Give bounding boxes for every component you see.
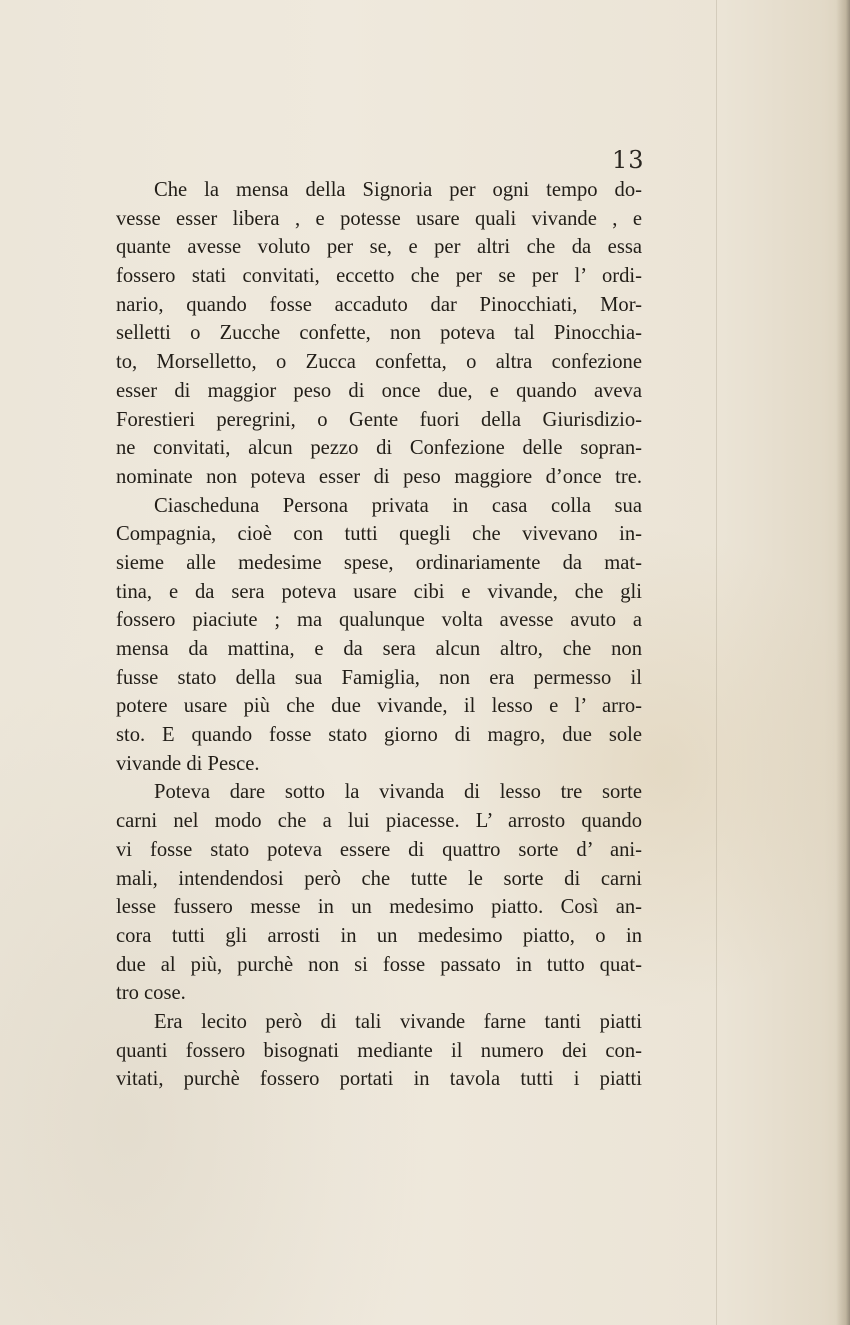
text-line: Compagnia, cioè con tutti quegli che vivevano in- <box>116 523 642 546</box>
text-line: Ciascheduna Persona privata in casa colla sua <box>154 494 642 517</box>
text-line: quante avesse voluto per se, e per altri che da essa <box>116 236 642 259</box>
text-line: cora tutti gli arrosti in un medesimo piatto, o in <box>116 924 642 947</box>
text-line: esser di maggior peso di once due, e quando aveva <box>116 379 642 402</box>
text-line: tro cose. <box>116 982 186 1005</box>
text-line: nominate non poteva esser di peso maggiore d’once tre. <box>116 465 642 488</box>
body-text <box>116 176 642 1094</box>
text-line: potere usare più che due vivande, il lesso e l’ arro- <box>116 695 642 718</box>
text-line: sto. E quando fosse stato giorno di magro, due sole <box>116 724 642 747</box>
text-line: to, Morselletto, o Zucca confetta, o altra confezione <box>116 351 642 374</box>
text-line: vesse esser libera , e potesse usare quali vivande , e <box>116 207 642 230</box>
text-line: quanti fossero bisognati mediante il numero dei con- <box>116 1039 642 1062</box>
text-line: vi fosse stato poteva essere di quattro sorte d’ ani- <box>116 838 642 861</box>
text-line: Che la mensa della Signoria per ogni tempo do- <box>154 179 642 201</box>
paper-fold-line <box>716 0 717 1325</box>
page-number: 13 <box>612 146 645 174</box>
text-line: selletti o Zucche confette, non poteva tal Pinocchia- <box>116 322 642 345</box>
page-edge <box>836 0 850 1325</box>
text-line: sieme alle medesime spese, ordinariamente da mat- <box>116 551 642 574</box>
text-line: due al più, purchè non si fosse passato in tutto quat- <box>116 953 642 976</box>
text-line: tina, e da sera poteva usare cibi e vivande, che gli <box>116 580 642 603</box>
text-line: fossero stati convitati, eccetto che per se per l’ ordi- <box>116 265 642 288</box>
text-line: mali, intendendosi però che tutte le sorte di carni <box>116 867 642 890</box>
text-line: lesse fussero messe in un medesimo piatto. Così an- <box>116 896 642 919</box>
text-line: fusse stato della sua Famiglia, non era permesso il <box>116 666 642 689</box>
text-line: mensa da mattina, e da sera alcun altro, che non <box>116 638 642 660</box>
text-line: Poteva dare sotto la vivanda di lesso tre sorte <box>154 781 642 804</box>
text-line: carni nel modo che a lui piacesse. L’ arrosto quando <box>116 810 642 833</box>
text-line: Era lecito però di tali vivande farne tanti piatti <box>154 1010 642 1033</box>
text-line: vivande di Pesce. <box>116 752 260 775</box>
text-line: vitati, purchè fossero portati in tavola tutti i piatti <box>116 1068 642 1091</box>
text-line: fossero piaciute ; ma qualunque volta avesse avuto a <box>116 609 642 632</box>
text-line: nario, quando fosse accaduto dar Pinocchiati, Mor- <box>116 293 642 316</box>
text-line: ne convitati, alcun pezzo di Confezione delle sopran- <box>116 437 642 460</box>
text-line: Forestieri peregrini, o Gente fuori della Giurisdizio- <box>116 408 642 431</box>
